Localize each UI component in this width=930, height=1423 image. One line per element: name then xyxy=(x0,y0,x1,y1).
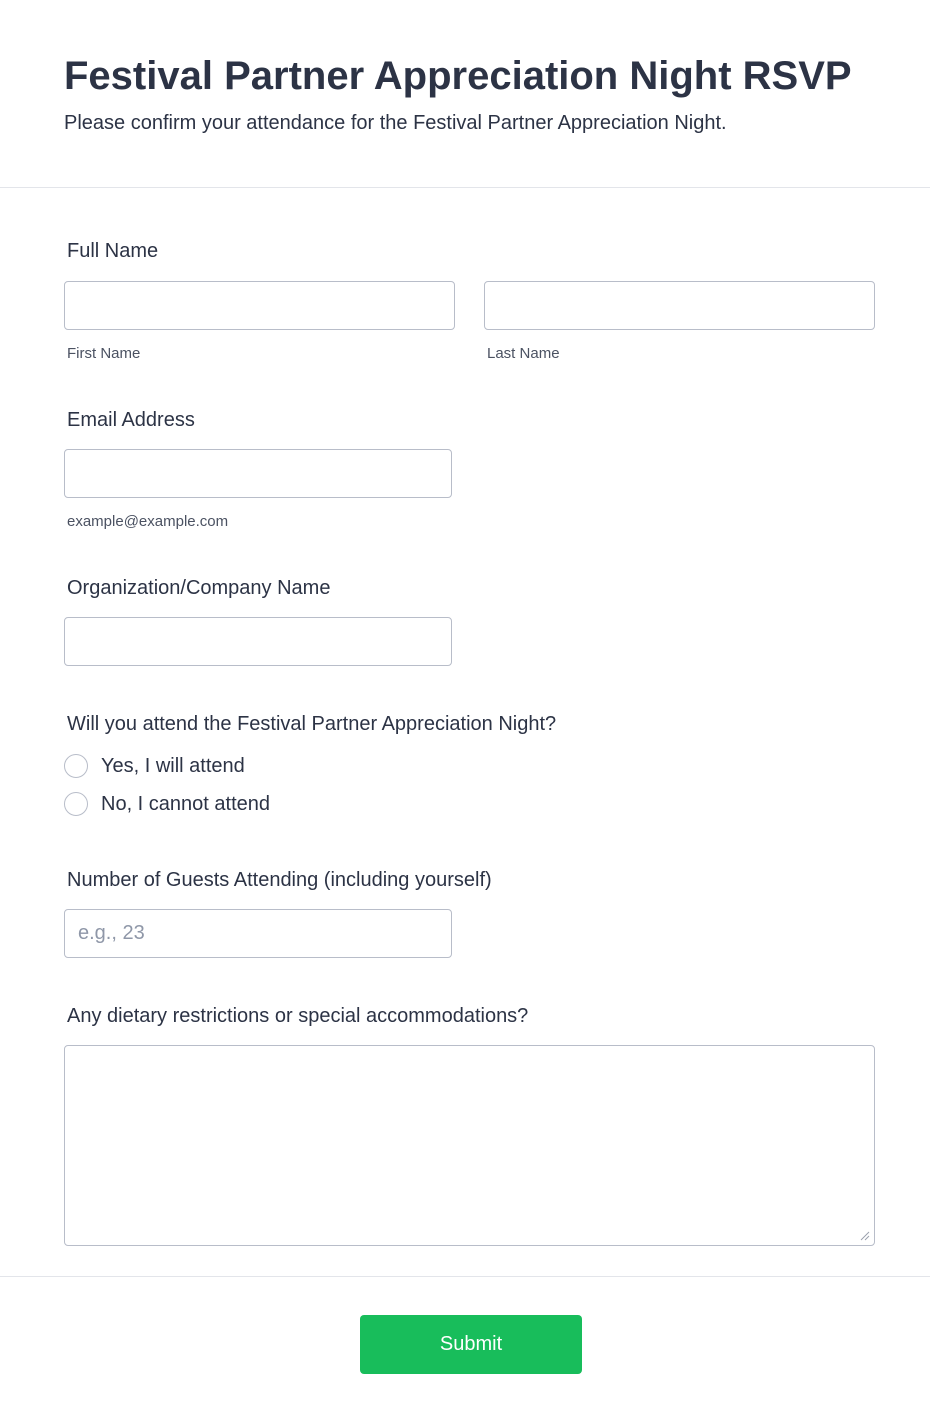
submit-button[interactable]: Submit xyxy=(360,1315,582,1374)
last-name-sublabel: Last Name xyxy=(487,345,560,362)
radio-label-no[interactable]: No, I cannot attend xyxy=(101,793,271,815)
guests-input[interactable] xyxy=(64,909,452,958)
attendance-label: Will you attend the Festival Partner Appreciation Night? xyxy=(67,713,557,735)
form-header xyxy=(0,0,930,188)
radio-option-no[interactable] xyxy=(64,791,270,817)
last-name-input[interactable] xyxy=(484,281,875,330)
page-subtitle: Please confirm your attendance for the Festival Partner Appreciation Night. xyxy=(64,112,727,134)
dietary-label: Any dietary restrictions or special accommodations? xyxy=(67,1005,529,1027)
first-name-input[interactable] xyxy=(64,281,455,330)
radio-label-yes[interactable]: Yes, I will attend xyxy=(101,755,245,777)
organization-input[interactable] xyxy=(64,617,452,666)
radio-option-yes[interactable] xyxy=(64,753,245,779)
first-name-sublabel: First Name xyxy=(67,345,141,362)
radio-button-yes[interactable] xyxy=(64,754,88,778)
resize-handle-icon[interactable] xyxy=(858,1229,870,1241)
full-name-label: Full Name xyxy=(67,240,159,262)
guests-label: Number of Guests Attending (including yourself) xyxy=(67,869,492,891)
email-input[interactable] xyxy=(64,449,452,498)
organization-label: Organization/Company Name xyxy=(67,577,331,599)
footer-divider xyxy=(0,1276,930,1277)
email-sublabel: example@example.com xyxy=(67,513,229,530)
page-title: Festival Partner Appreciation Night RSVP xyxy=(64,54,852,98)
dietary-textarea[interactable] xyxy=(64,1045,875,1246)
email-label: Email Address xyxy=(67,409,195,431)
radio-button-no[interactable] xyxy=(64,792,88,816)
